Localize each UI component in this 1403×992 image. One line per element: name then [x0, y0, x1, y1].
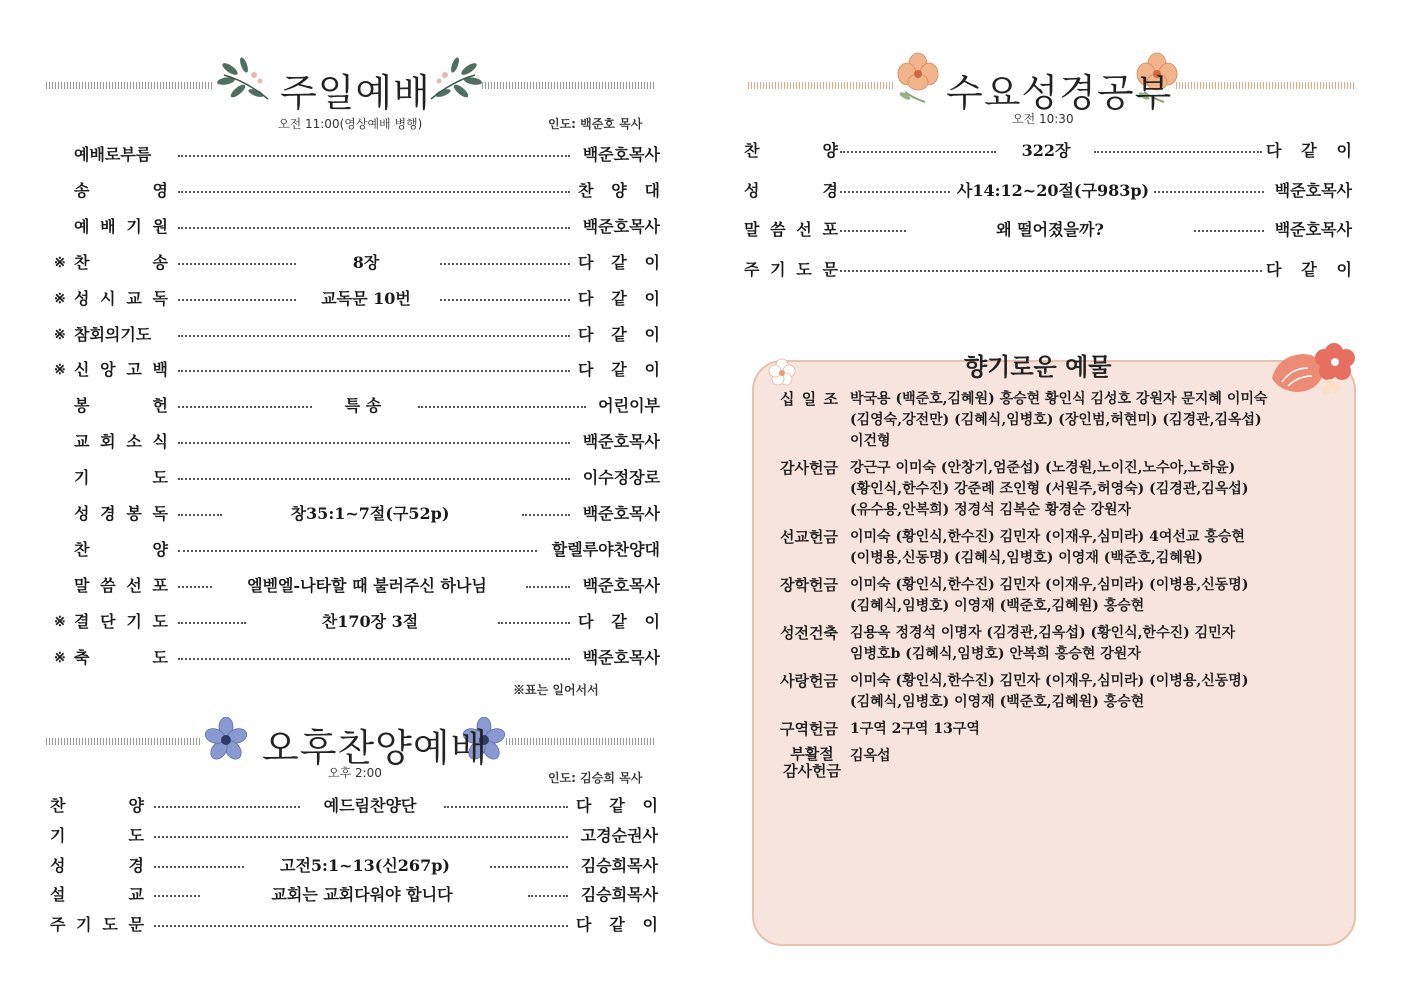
- offering-names: [850, 575, 1340, 617]
- sunday-row-person: 다 같 이: [578, 288, 660, 308]
- leader-dots: [178, 622, 246, 624]
- sunday-row-label: 봉 헌: [74, 396, 168, 416]
- sunday-row-detail: 찬170장 3절: [321, 611, 419, 631]
- small-flower-icon: [768, 358, 796, 386]
- sunday-row-person: 백준호목사: [582, 575, 660, 595]
- leader-dots: [178, 370, 570, 372]
- leader-dots: [178, 227, 570, 229]
- leader-dots: [178, 478, 570, 480]
- sunday-row: [56, 358, 660, 382]
- leader-dots: [154, 925, 568, 927]
- offering-names: [850, 527, 1340, 569]
- offering-title: 향기로운 예물: [964, 353, 1112, 381]
- afternoon-row: [50, 824, 658, 848]
- wednesday-row: [744, 218, 1354, 242]
- sunday-title: 주일예배: [280, 71, 431, 115]
- sunday-row: [56, 251, 660, 275]
- afternoon-row: [50, 794, 658, 818]
- offering-names: [850, 719, 1340, 740]
- standing-mark: ※: [54, 649, 66, 666]
- wednesday-row-detail: 사14:12~20절(구983p): [956, 180, 1150, 200]
- afternoon-title: 오후찬양예배: [262, 726, 489, 770]
- offering-names-line: 이미숙 (황인식,한수진) 김민자 (이재우,심미라) (이병용,신동명): [850, 673, 1249, 689]
- offering-names-line: (유수용,안복희) 정경석 김복순 황경순 강원자: [850, 502, 1132, 518]
- wednesday-row-person: 백준호목사: [1274, 180, 1352, 200]
- sunday-row-label: 결 단 기 도: [74, 611, 168, 631]
- offering-category: 장학헌금: [780, 576, 838, 594]
- sunday-row-person: 다 같 이: [578, 611, 660, 631]
- afternoon-row: [50, 854, 658, 878]
- sunday-row: [56, 610, 660, 634]
- afternoon-row-detail: 교회는 교회다워야 합니다: [271, 885, 453, 905]
- leader-dots: [440, 299, 570, 301]
- peach-flower-left-icon: [895, 52, 941, 104]
- offering-category-line: 부활절: [790, 745, 834, 763]
- sunday-time: 오전 11:00(영상예배 병행): [278, 117, 423, 131]
- leader-dots: [526, 586, 570, 588]
- offering-names-line: 이미숙 (황인식,한수진) 김민자 (이재우,심미라) 4여선교 홍승현: [850, 529, 1245, 545]
- leader-dots: [440, 263, 570, 265]
- offering-category: 십 일 조: [780, 390, 838, 408]
- sunday-row: [56, 538, 660, 562]
- title-rule-left: [46, 82, 214, 89]
- offering-category: 감사헌금: [780, 459, 838, 477]
- sunday-row: [56, 646, 660, 670]
- sunday-row: [56, 323, 660, 347]
- afternoon-row-label: 설 교: [50, 885, 144, 905]
- offering-names-line: 김용옥 정경석 이명자 (김경관,김옥섭) (황인식,한수진) 김민자: [850, 625, 1236, 641]
- sunday-row-label: 참회의기도: [74, 324, 152, 344]
- sunday-row-person: 백준호목사: [582, 216, 660, 236]
- leader-dots: [154, 806, 300, 808]
- wednesday-row-label: 찬 양: [744, 141, 838, 160]
- sunday-row-label: 찬 양: [74, 539, 168, 559]
- wednesday-row-label: 성 경: [744, 180, 838, 200]
- leader-dots: [178, 299, 296, 301]
- offering-names-line: 강근구 이미숙 (안창기,엄준섭) (노경원,노이진,노수아,노하윤): [850, 460, 1236, 476]
- sunday-row-label: 신 앙 고 백: [74, 360, 168, 380]
- leader-dots: [154, 895, 200, 897]
- offering-names: [850, 458, 1340, 521]
- sunday-row: [56, 215, 660, 239]
- sunday-row-label: 성 경 봉 독: [74, 504, 168, 523]
- offering-names: [850, 389, 1340, 452]
- standing-mark: ※: [54, 326, 66, 343]
- standing-mark: ※: [54, 362, 66, 379]
- leader-dots: [178, 514, 222, 516]
- leader-dots: [840, 270, 1262, 272]
- sunday-row-detail: 교독문 10번: [321, 288, 411, 308]
- sunday-row: [56, 143, 660, 167]
- wednesday-row-detail: 왜 떨어졌을까?: [996, 220, 1104, 239]
- leader-dots: [418, 406, 586, 408]
- sunday-row-label: 송 영: [74, 180, 168, 200]
- offering-names-line: (김영숙,강전만) (김혜식,임병호) (장인범,허현미) (김경관,김옥섭): [850, 412, 1262, 428]
- sunday-row: [56, 466, 660, 490]
- leaf-ornament-right-icon: [425, 55, 483, 103]
- offering-names: [850, 746, 1340, 767]
- offering-names-line: 1구역 2구역 13구역: [850, 721, 980, 737]
- leader-dots: [444, 806, 568, 808]
- afternoon-row-label: 기 도: [50, 825, 144, 845]
- sunday-row-label: 축 도: [74, 647, 168, 667]
- wednesday-row: [744, 258, 1354, 282]
- offering-category-line: 감사헌금: [783, 762, 841, 780]
- offering-names-line: 이미숙 (황인식,한수진) 김민자 (이재우,심미라) (이병용,신동명): [850, 577, 1249, 593]
- sunday-row-label: 예 배 기 원: [74, 216, 168, 236]
- sunday-row-person: 어린이부: [598, 396, 660, 416]
- sunday-row: [56, 502, 660, 526]
- leader-dots: [528, 895, 568, 897]
- offering-names-line: (이병용,신동명) (김혜식,임병호) 이영재 (백준호,김혜원): [850, 550, 1203, 566]
- sunday-row-person: 이수정장로: [582, 468, 660, 488]
- offering-category: [780, 746, 844, 780]
- wednesday-row-label: 주 기 도 문: [744, 259, 838, 279]
- offering-names-line: 이건형: [850, 433, 891, 449]
- leader-dots: [490, 866, 568, 868]
- leader-dots: [178, 335, 570, 337]
- wednesday-rule-right: [1176, 82, 1354, 89]
- sunday-row-person: 다 같 이: [578, 324, 660, 344]
- offering-category: 선교헌금: [780, 528, 838, 546]
- leaf-ornament-left-icon: [216, 55, 274, 103]
- blue-flower-left-icon: [204, 717, 248, 761]
- leader-dots: [154, 836, 568, 838]
- afternoon-row-person: 김승희목사: [580, 885, 658, 905]
- leader-dots: [1094, 151, 1262, 153]
- afternoon-rule-left: [46, 738, 202, 745]
- sunday-row-label: 말 씀 선 포: [74, 575, 168, 595]
- wednesday-time: 오전 10:30: [1012, 112, 1074, 126]
- standing-mark: ※: [54, 254, 66, 271]
- standing-mark: ※: [54, 290, 66, 307]
- leader-dots: [840, 151, 996, 153]
- wednesday-row-person: 백준호목사: [1274, 220, 1352, 239]
- wednesday-row-label: 말 씀 선 포: [744, 220, 838, 239]
- afternoon-row: [50, 913, 658, 937]
- standing-note: ※표는 일어서서: [513, 683, 599, 697]
- afternoon-row-label: 주 기 도 문: [50, 915, 144, 935]
- sunday-row-detail: 특 송: [344, 396, 382, 416]
- sunday-row-detail: 8장: [352, 252, 380, 272]
- wednesday-rule-left: [748, 82, 894, 89]
- wednesday-row-person: 다 같 이: [1266, 141, 1352, 160]
- offering-names: [850, 623, 1340, 665]
- sunday-row: [56, 287, 660, 311]
- leader-dots: [178, 586, 212, 588]
- afternoon-row-detail: 예드림찬양단: [323, 796, 417, 815]
- leader-dots: [178, 406, 312, 408]
- sunday-row: [56, 179, 660, 203]
- offering-names-line: 박국용 (백준호,김혜원) 홍승현 황인식 김성호 강원자 문지혜 이미숙: [850, 391, 1268, 407]
- offering-names-line: 김옥섭: [850, 748, 891, 764]
- offering-names-line: (김혜식,임병호) 이영재 (백준호,김혜원) 홍승현: [850, 598, 1145, 614]
- sunday-row-person: 백준호목사: [582, 432, 660, 452]
- sunday-row-person: 백준호목사: [582, 647, 660, 667]
- afternoon-time: 오후 2:00: [328, 766, 382, 780]
- standing-mark: ※: [54, 613, 66, 630]
- sunday-row-detail: 엘벧엘-나타할 때 불러주신 하나님: [247, 575, 487, 595]
- afternoon-row-person: 다 같 이: [576, 915, 658, 935]
- sunday-row-person: 다 같 이: [578, 360, 660, 380]
- sunday-row-label: 성 시 교 독: [74, 288, 168, 308]
- leader-dots: [498, 622, 570, 624]
- leader-dots: [840, 230, 906, 232]
- sunday-row-label: 예배로부름: [74, 145, 152, 164]
- sunday-row: [56, 394, 660, 418]
- leader-dots: [178, 191, 570, 193]
- wednesday-title: 수요성경공부: [946, 71, 1173, 115]
- afternoon-row: [50, 883, 658, 907]
- offering-category: 성전건축: [780, 624, 838, 642]
- leader-dots: [178, 658, 570, 660]
- leader-dots: [840, 191, 950, 193]
- afternoon-rule-right: [506, 738, 656, 745]
- sunday-row-person: 다 같 이: [578, 252, 660, 272]
- sunday-row-person: 백준호목사: [582, 145, 660, 164]
- sunday-row-label: 찬 송: [74, 252, 168, 272]
- afternoon-row-label: 찬 양: [50, 796, 144, 815]
- afternoon-row-person: 다 같 이: [576, 796, 658, 815]
- sunday-row-person: 찬 양 대: [578, 180, 660, 200]
- sunday-leader: 인도: 백준호 목사: [548, 117, 643, 131]
- leader-dots: [178, 263, 296, 265]
- sunday-row: [56, 430, 660, 454]
- afternoon-row-label: 성 경: [50, 855, 144, 875]
- leader-dots: [1154, 191, 1264, 193]
- wednesday-row-detail: 322장: [1021, 141, 1071, 160]
- wednesday-row: [744, 139, 1354, 163]
- afternoon-row-person: 고경순권사: [580, 825, 658, 845]
- leader-dots: [178, 550, 537, 552]
- leader-dots: [178, 442, 570, 444]
- offering-names: [850, 671, 1340, 713]
- sunday-row-detail: 창35:1~7절(구52p): [290, 504, 450, 523]
- sunday-row-label: 교 회 소 식: [74, 432, 168, 452]
- offering-category: 구역헌금: [780, 720, 838, 738]
- afternoon-row-detail: 고전5:1~13(신267p): [280, 855, 450, 875]
- sunday-row-person: 백준호목사: [582, 504, 660, 523]
- sunday-row-person: 할렐루야찬양대: [551, 539, 660, 559]
- leader-dots: [154, 866, 244, 868]
- leader-dots: [178, 155, 570, 157]
- afternoon-leader: 인도: 김승희 목사: [548, 771, 643, 785]
- sunday-row: [56, 574, 660, 598]
- afternoon-row-person: 김승희목사: [580, 855, 658, 875]
- wednesday-row-person: 다 같 이: [1266, 259, 1352, 279]
- sunday-row-label: 기 도: [74, 468, 168, 488]
- leader-dots: [1194, 230, 1264, 232]
- offering-names-line: (김혜식,임병호) 이영재 (백준호,김혜원) 홍승현: [850, 694, 1145, 710]
- title-rule-right: [482, 82, 654, 89]
- offering-names-line: (황인식,한수진) 강준례 조인형 (서원주,허영숙) (김경관,김옥섭): [850, 481, 1249, 497]
- offering-category: 사랑헌금: [780, 672, 838, 690]
- wednesday-row: [744, 179, 1354, 203]
- offering-names-line: 임병호b (김혜식,임병호) 안복희 홍승현 강원자: [850, 646, 1141, 662]
- leader-dots: [522, 514, 570, 516]
